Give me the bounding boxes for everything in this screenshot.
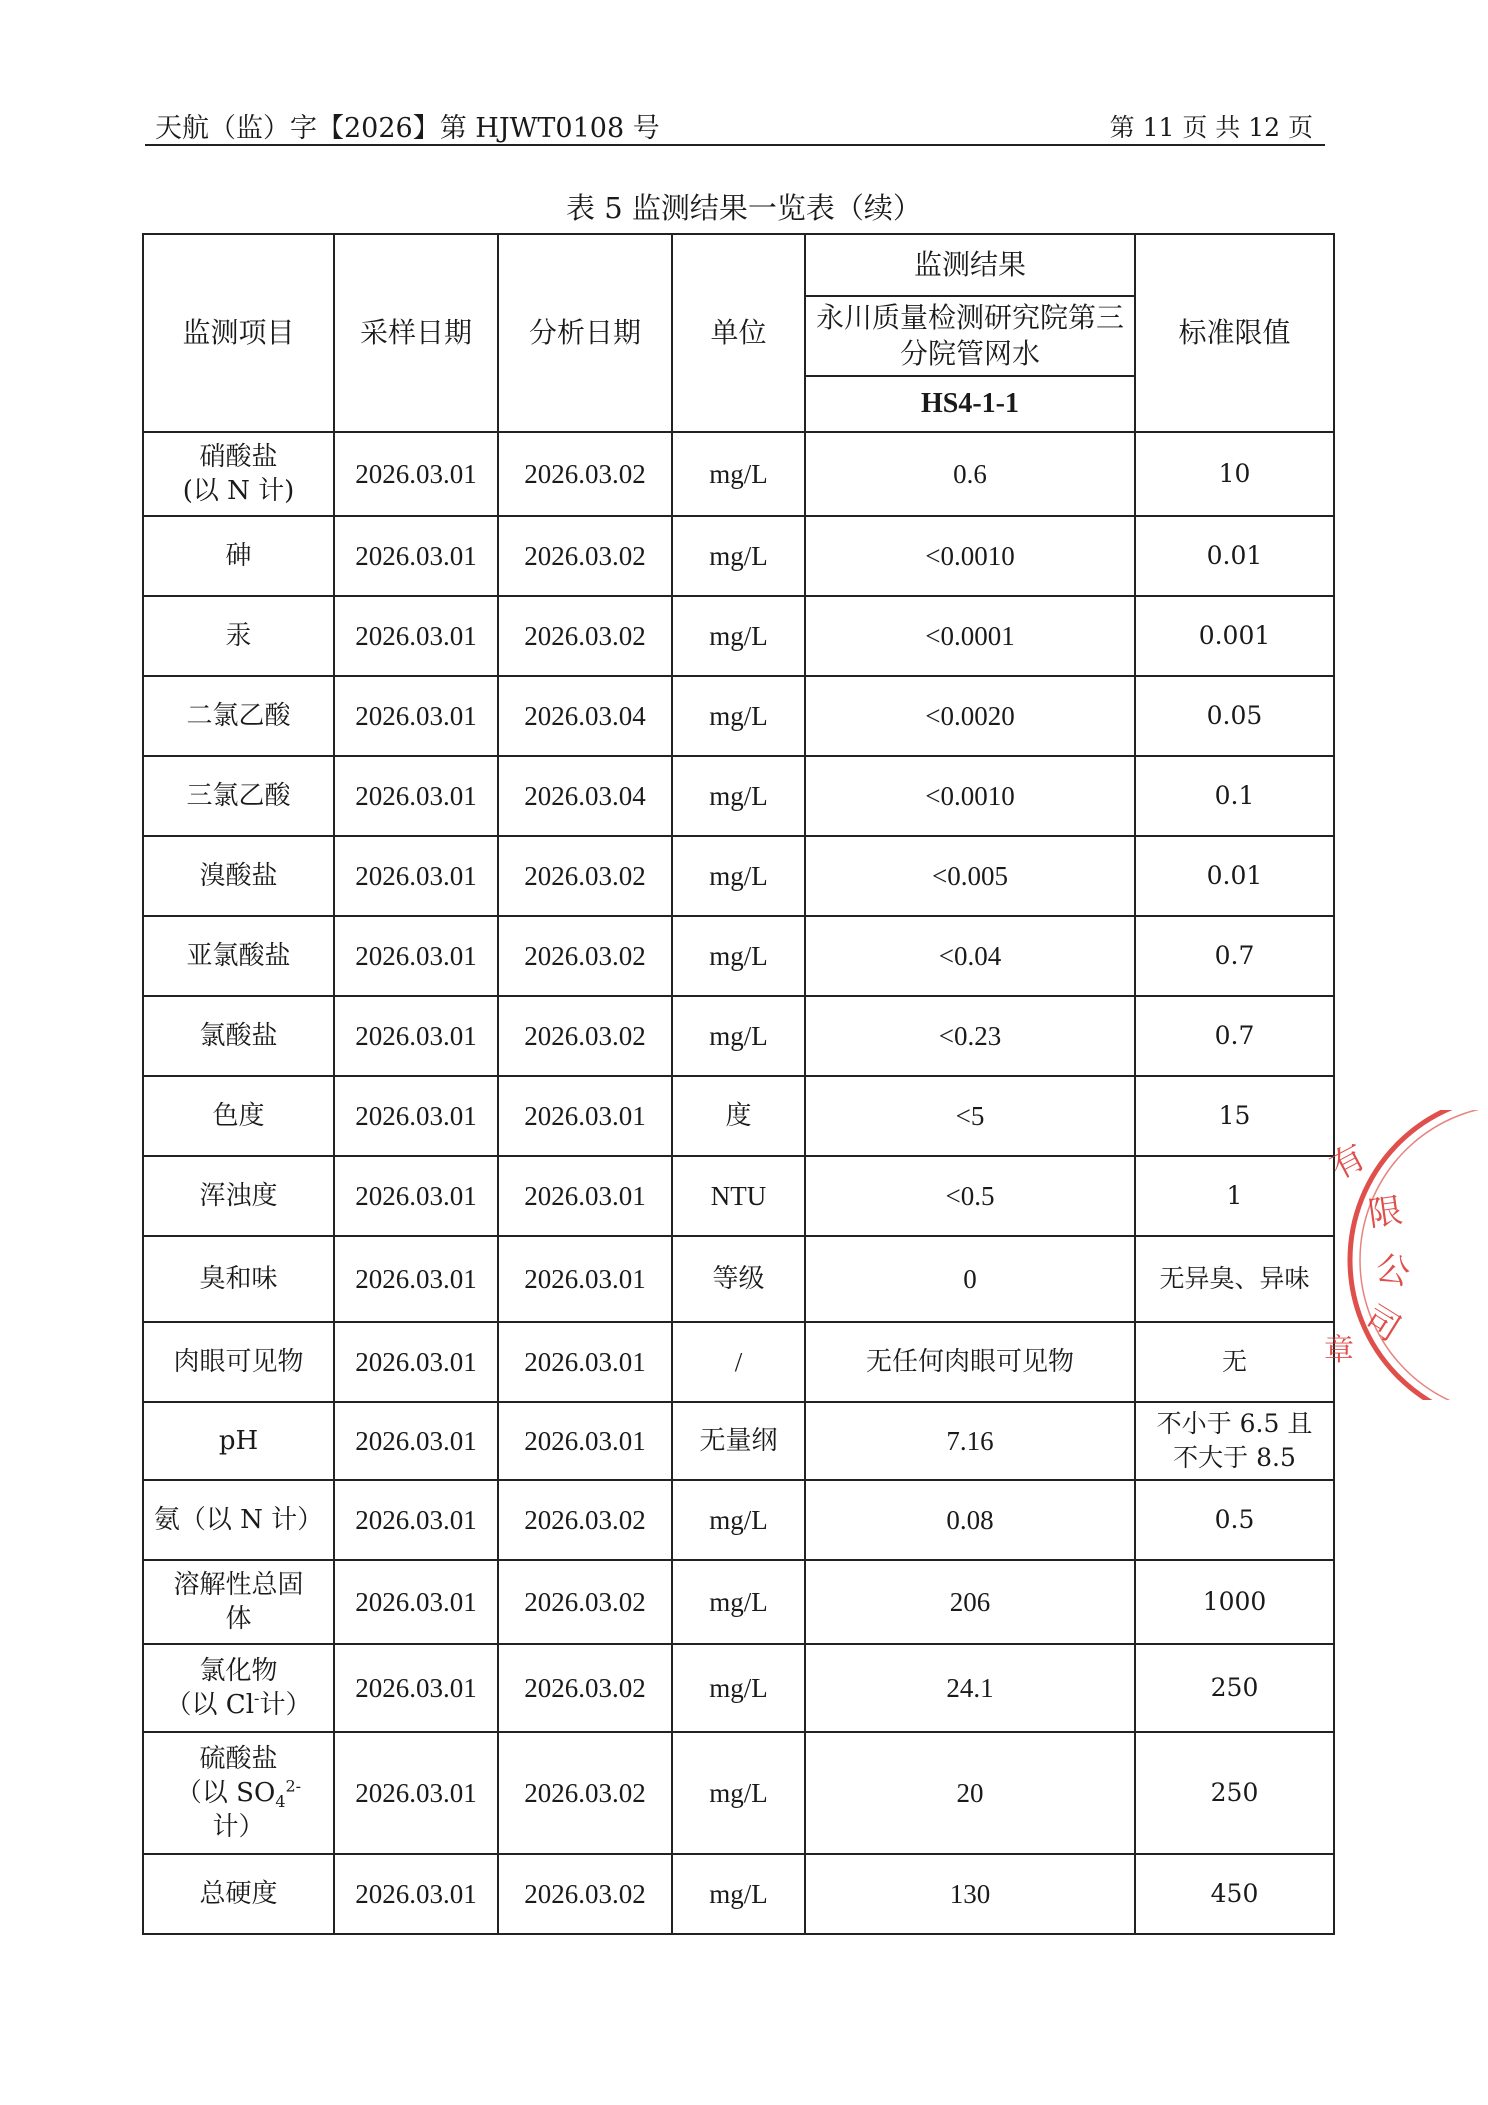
cell-item [143,1732,334,1854]
cell-item [143,516,334,596]
header-location: 永川质量检测研究院第三分院管网水 [805,296,1135,376]
cell-result: 130 [805,1854,1135,1934]
table-row [143,756,1334,836]
cell-sample-date: 2026.03.01 [334,756,498,836]
cell-unit: 等级 [672,1236,805,1322]
cell-limit: 0.01 [1135,836,1334,916]
cell-sample-date: 2026.03.01 [334,1402,498,1480]
cell-analysis-date: 2026.03.01 [498,1156,672,1236]
cell-item [143,996,334,1076]
cell-sample-date: 2026.03.01 [334,1156,498,1236]
svg-text:公: 公 [1372,1247,1414,1294]
cell-item [143,836,334,916]
cell-unit: mg/L [672,1732,805,1854]
cell-limit: 250 [1135,1732,1334,1854]
cell-result: <0.0001 [805,596,1135,676]
cell-limit: 15 [1135,1076,1334,1156]
table-row [143,432,1334,516]
cell-sample-date: 2026.03.01 [334,1854,498,1934]
cell-analysis-date: 2026.03.04 [498,676,672,756]
table-row [143,916,1334,996]
svg-text:有: 有 [1323,1136,1373,1188]
item-name: 硫酸盐 （以 SO [175,1744,278,1808]
item-name: 亚氯酸盐 [186,941,291,971]
cell-result: 7.16 [805,1402,1135,1480]
item-name: 总硬度 [199,1879,278,1909]
cell-item [143,1076,334,1156]
cell-unit: mg/L [672,996,805,1076]
header-sample-date: 采样日期 [334,234,498,432]
cell-item [143,756,334,836]
item-superscript: - [254,1688,260,1708]
cell-result: 20 [805,1732,1135,1854]
document-number: 天航（监）字【2026】第 HJWT0108 号 [155,113,660,144]
item-subscript: 4 [275,1792,286,1812]
cell-result: 206 [805,1560,1135,1644]
cell-analysis-date: 2026.03.02 [498,916,672,996]
cell-analysis-date: 2026.03.02 [498,1560,672,1644]
cell-sample-date: 2026.03.01 [334,432,498,516]
table-row [143,1402,1334,1480]
item-name: 氯化物 （以 Cl [165,1656,278,1720]
table-row [143,1480,1334,1560]
cell-result: 0.6 [805,432,1135,516]
cell-unit: mg/L [672,916,805,996]
cell-result: <0.005 [805,836,1135,916]
cell-item [143,1156,334,1236]
cell-result: <0.0010 [805,516,1135,596]
cell-analysis-date: 2026.03.02 [498,836,672,916]
item-name: 溶解性总固 体 [173,1570,304,1634]
cell-sample-date: 2026.03.01 [334,1480,498,1560]
item-tail: 计） [212,1812,265,1842]
cell-item [143,1644,334,1732]
cell-result: 0.08 [805,1480,1135,1560]
cell-unit: / [672,1322,805,1402]
cell-limit: 无 [1135,1322,1334,1402]
table-row [143,836,1334,916]
cell-limit: 0.7 [1135,916,1334,996]
cell-result: 0 [805,1236,1135,1322]
header-result: 监测结果 [805,234,1135,296]
svg-text:司: 司 [1357,1297,1408,1350]
table-row [143,1156,1334,1236]
svg-text:章: 章 [1324,1333,1354,1368]
cell-limit: 250 [1135,1644,1334,1732]
cell-result: <0.5 [805,1156,1135,1236]
item-name: 汞 [225,621,252,651]
cell-item [143,1560,334,1644]
cell-sample-date: 2026.03.01 [334,1560,498,1644]
cell-result: 24.1 [805,1644,1135,1732]
cell-item [143,432,334,516]
item-name: 色度 [212,1101,265,1131]
cell-sample-date: 2026.03.01 [334,836,498,916]
table-row [143,996,1334,1076]
cell-analysis-date: 2026.03.02 [498,596,672,676]
cell-unit: mg/L [672,676,805,756]
table-row [143,596,1334,676]
cell-analysis-date: 2026.03.02 [498,516,672,596]
cell-limit: 0.1 [1135,756,1334,836]
table-title: 表 5 监测结果一览表（续） [566,191,922,225]
cell-sample-date: 2026.03.01 [334,1236,498,1322]
cell-limit: 0.7 [1135,996,1334,1076]
item-name: 臭和味 [199,1264,278,1294]
cell-limit: 0.001 [1135,596,1334,676]
cell-item [143,1480,334,1560]
cell-unit: mg/L [672,756,805,836]
cell-item [143,1854,334,1934]
cell-sample-date: 2026.03.01 [334,1732,498,1854]
cell-limit: 0.05 [1135,676,1334,756]
cell-unit: 无量纲 [672,1402,805,1480]
header-item: 监测项目 [143,234,334,432]
cell-item [143,1322,334,1402]
header-sample-id: HS4-1-1 [805,376,1135,432]
cell-analysis-date: 2026.03.02 [498,1732,672,1854]
cell-item [143,1402,334,1480]
page-number: 第 11 页 共 12 页 [1109,113,1313,142]
header-unit: 单位 [672,234,805,432]
cell-limit: 10 [1135,432,1334,516]
header-limit: 标准限值 [1135,234,1334,432]
cell-analysis-date: 2026.03.02 [498,432,672,516]
cell-analysis-date: 2026.03.01 [498,1236,672,1322]
table-row [143,1644,1334,1732]
cell-sample-date: 2026.03.01 [334,996,498,1076]
svg-text:限: 限 [1365,1190,1405,1235]
cell-analysis-date: 2026.03.01 [498,1322,672,1402]
header-analysis-date: 分析日期 [498,234,672,432]
cell-result: <0.04 [805,916,1135,996]
cell-unit: 度 [672,1076,805,1156]
item-name: 浑浊度 [199,1181,278,1211]
item-name: 氨（以 N 计） [153,1505,324,1535]
cell-sample-date: 2026.03.01 [334,596,498,676]
cell-sample-date: 2026.03.01 [334,1644,498,1732]
page-header [145,100,1325,146]
item-superscript: 2- [285,1776,302,1796]
cell-result: <5 [805,1076,1135,1156]
cell-analysis-date: 2026.03.02 [498,996,672,1076]
table-row [143,1560,1334,1644]
table-row [143,676,1334,756]
cell-limit: 450 [1135,1854,1334,1934]
item-name: 硝酸盐 (以 N 计) [182,442,295,506]
cell-limit: 不小于 6.5 且 不大于 8.5 [1135,1402,1334,1480]
cell-analysis-date: 2026.03.02 [498,1644,672,1732]
cell-unit: mg/L [672,1854,805,1934]
cell-unit: mg/L [672,596,805,676]
cell-limit: 1000 [1135,1560,1334,1644]
cell-item [143,596,334,676]
item-name: 二氯乙酸 [186,701,291,731]
cell-sample-date: 2026.03.01 [334,916,498,996]
table-row [143,1236,1334,1322]
cell-unit: NTU [672,1156,805,1236]
item-name: 肉眼可见物 [173,1347,304,1377]
cell-analysis-date: 2026.03.04 [498,756,672,836]
table-row [143,516,1334,596]
table-row [143,1076,1334,1156]
cell-unit: mg/L [672,1480,805,1560]
cell-result: <0.23 [805,996,1135,1076]
item-name: 砷 [225,541,252,571]
cell-unit: mg/L [672,432,805,516]
cell-unit: mg/L [672,516,805,596]
table-row [143,1854,1334,1934]
cell-result: <0.0010 [805,756,1135,836]
cell-result: 无任何肉眼可见物 [805,1322,1135,1402]
cell-limit: 0.5 [1135,1480,1334,1560]
cell-sample-date: 2026.03.01 [334,516,498,596]
cell-sample-date: 2026.03.01 [334,1076,498,1156]
item-name: 溴酸盐 [199,861,278,891]
cell-analysis-date: 2026.03.01 [498,1076,672,1156]
cell-item [143,676,334,756]
cell-sample-date: 2026.03.01 [334,676,498,756]
cell-limit: 1 [1135,1156,1334,1236]
table-row [143,1732,1334,1854]
cell-item [143,916,334,996]
results-table [142,233,1335,1935]
item-name: 三氯乙酸 [186,781,291,811]
cell-analysis-date: 2026.03.01 [498,1402,672,1480]
cell-result: <0.0020 [805,676,1135,756]
table-body [143,432,1334,1934]
cell-unit: mg/L [672,1560,805,1644]
table-row [143,1322,1334,1402]
cell-item [143,1236,334,1322]
cell-analysis-date: 2026.03.02 [498,1854,672,1934]
cell-analysis-date: 2026.03.02 [498,1480,672,1560]
cell-unit: mg/L [672,836,805,916]
item-name: 氯酸盐 [199,1021,278,1051]
cell-unit: mg/L [672,1644,805,1732]
cell-limit: 无异臭、异味 [1135,1236,1334,1322]
cell-sample-date: 2026.03.01 [334,1322,498,1402]
item-tail: 计） [259,1690,312,1720]
item-name: pH [218,1426,259,1456]
cell-limit: 0.01 [1135,516,1334,596]
